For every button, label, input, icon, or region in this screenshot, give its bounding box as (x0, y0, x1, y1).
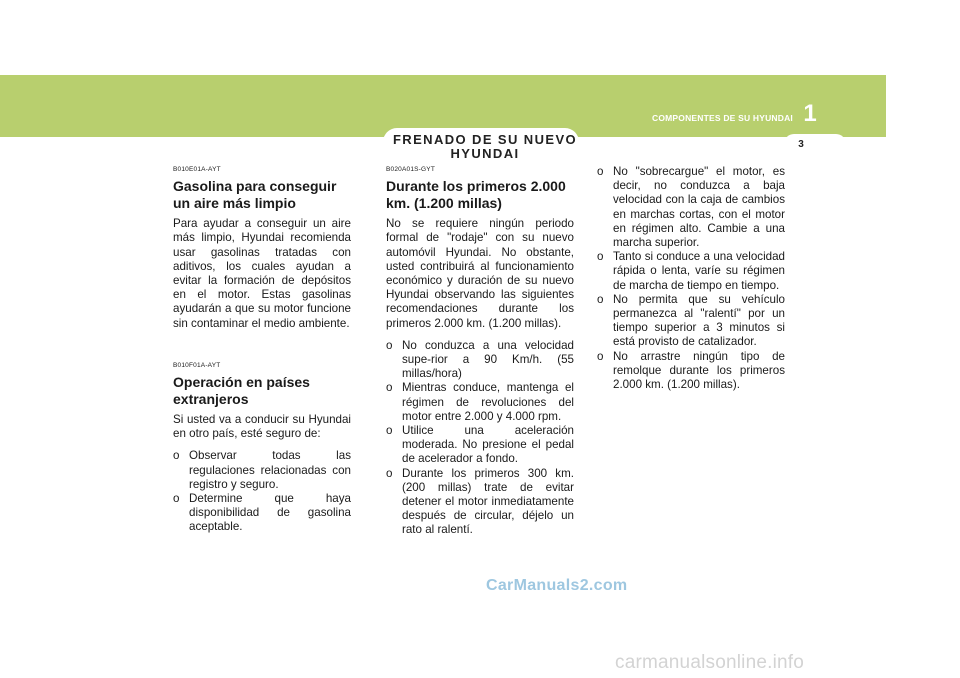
bullet-icon: o (386, 381, 393, 395)
list-item: o Determine que haya disponibilidad de gasolina aceptable. (173, 492, 351, 534)
chapter-title: COMPONENTES DE SU HYUNDAI (651, 113, 793, 123)
bullet-icon: o (597, 292, 604, 306)
list-item: o No permita que su vehículo permanezca al "ralentí" por un tiempo superior a 3 minutos si está provisto de catalizador. (597, 292, 785, 349)
section-code: B010E01A-AYT (173, 166, 221, 173)
section-code: B020A01S-GYT (386, 166, 436, 173)
section-body: Si usted va a conducir su Hyundai en otro país, esté seguro de: (173, 413, 351, 441)
bullet-list (386, 339, 574, 538)
section-heading: Operación en países extranjeros (173, 374, 310, 407)
watermark-carmanualsonline: carmanualsonline.info (615, 652, 805, 673)
list-item: o No conduzca a una velocidad supe-rior a 90 Km/h. (55 millas/hora) (386, 338, 574, 381)
page-number: 3 (798, 139, 804, 150)
section-body: No se requiere ningún periodo formal de "rodaje" con su nuevo automóvil Hyundai. No obstante, usted contribuirá al funcionamiento económico y duración de su nuevo Hyundai observando las siguientes recomendaciones durante los primeros 2.000 km. (1.200 millas). (386, 217, 574, 330)
bullet-icon: o (597, 349, 604, 363)
bullet-icon: o (386, 466, 393, 480)
bullet-icon: o (386, 424, 393, 438)
bullet-list (597, 165, 785, 392)
bullet-icon: o (597, 165, 604, 178)
column-right (597, 165, 785, 392)
list-item: o No arrastre ningún tipo de remolque durante los primeros 2.000 km. (1.200 millas). (597, 349, 785, 392)
bullet-icon: o (173, 449, 180, 463)
list-item: o Mientras conduce, mantenga el régimen de revoluciones del motor entre 2.000 y 4.000 rpm. (386, 381, 574, 423)
section-title: FRENADO DE SU NUEVO HYUNDAI (392, 132, 578, 161)
list-item: o Durante los primeros 300 km. (200 millas) trate de evitar detener el motor inmediatamente después de circular, déjelo un rato al ralentí. (386, 466, 574, 537)
section-code: B010F01A-AYT (173, 361, 221, 369)
column-middle (386, 163, 574, 538)
list-item: o Tanto si conduce a una velocidad rápida o lenta, varíe su régimen de marcha de tiempo en tiempo. (597, 250, 785, 292)
list-item: o No "sobrecargue" el motor, es decir, no conduzca a baja velocidad con la caja de cambios en marchas cortas, con el motor en régimen alto. Cambie a una marcha superior. (597, 165, 785, 250)
bullet-icon: o (386, 338, 393, 352)
list-item: o Utilice una aceleración moderada. No presione el pedal de acelerador a fondo. (386, 424, 574, 466)
list-item: o Observar todas las regulaciones relacionadas con registro y seguro. (173, 449, 351, 491)
section-heading: Durante los primeros 2.000 km. (1.200 millas) (386, 178, 566, 211)
chapter-number: 1 (803, 100, 817, 127)
section-heading: Gasolina para conseguir un aire más limpio (173, 178, 337, 211)
watermark-carmanuals2: CarManuals2.com (486, 577, 628, 594)
foreign-operation-block (173, 359, 351, 535)
bullet-icon: o (597, 250, 604, 264)
bullet-icon: o (173, 492, 180, 506)
column-left (173, 163, 351, 535)
bullet-list (173, 449, 351, 534)
section-body: Para ayudar a conseguir un aire más limpio, Hyundai recomienda usar gasolinas tratadas con aditivos, los cuales ayudan a evitar la formación de depósitos en el motor. Estas gasolinas ayudarán a que su motor funcione sin contaminar el medio ambiente. (173, 217, 351, 330)
